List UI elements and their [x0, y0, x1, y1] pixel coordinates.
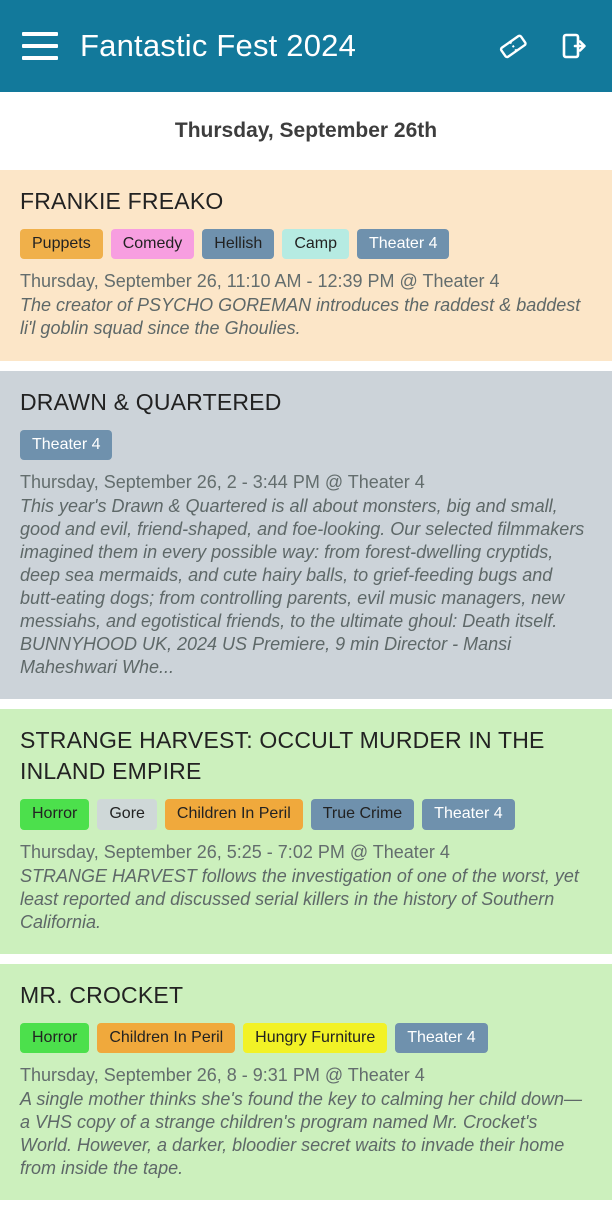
- genre-tag[interactable]: Horror: [20, 799, 89, 829]
- event-tag-row: [20, 1023, 592, 1053]
- event-tag-row: [20, 430, 592, 460]
- event-card[interactable]: [0, 709, 612, 954]
- genre-tag[interactable]: Hellish: [202, 229, 274, 259]
- event-title: FRANKIE FREAKO: [20, 188, 224, 214]
- genre-tag[interactable]: Gore: [97, 799, 157, 829]
- event-description: A single mother thinks she's found the key to calming her child down—a VHS copy of a strange children's program named Mr. Crocket's World. However, a darker, bloodier secret waits to invade their home from inside the tape.: [20, 1089, 583, 1179]
- page-title: Fantastic Fest 2024: [80, 28, 357, 63]
- genre-tag[interactable]: True Crime: [311, 799, 414, 829]
- event-title: MR. CROCKET: [20, 981, 184, 1008]
- event-title: STRANGE HARVEST: OCCULT MURDER IN THE INLAND EMPIRE: [20, 727, 545, 785]
- venue-tag[interactable]: Theater 4: [422, 799, 514, 829]
- genre-tag[interactable]: Comedy: [111, 229, 195, 259]
- venue-tag[interactable]: Theater 4: [357, 229, 449, 259]
- event-tag-row: [20, 799, 592, 829]
- logout-icon[interactable]: [556, 29, 590, 63]
- genre-tag[interactable]: Puppets: [20, 229, 103, 259]
- venue-tag[interactable]: Theater 4: [395, 1023, 487, 1053]
- event-card[interactable]: [0, 371, 612, 700]
- genre-tag[interactable]: Children In Peril: [97, 1023, 235, 1053]
- date-header-label: Thursday, September 26th: [174, 119, 438, 142]
- event-time: Thursday, September 26, 2 - 3:44 PM @ Theater 4: [20, 471, 425, 492]
- event-description: The creator of PSYCHO GOREMAN introduces the raddest & baddest li'l goblin squad since the Ghoulies.: [20, 295, 581, 339]
- event-list: [0, 170, 612, 1200]
- genre-tag[interactable]: Camp: [282, 229, 349, 259]
- event-time: Thursday, September 26, 8 - 9:31 PM @ Theater 4: [20, 1065, 425, 1086]
- genre-tag[interactable]: Hungry Furniture: [243, 1023, 387, 1053]
- ticket-icon[interactable]: [496, 29, 530, 63]
- app-bar-actions: [496, 29, 590, 63]
- event-title: DRAWN & QUARTERED: [20, 388, 282, 415]
- date-header: [0, 92, 612, 170]
- event-time: Thursday, September 26, 5:25 - 7:02 PM @ Theater 4: [20, 841, 450, 862]
- app-bar: [0, 0, 612, 92]
- event-time: Thursday, September 26, 11:10 AM - 12:39 PM @ Theater 4: [20, 271, 500, 292]
- genre-tag[interactable]: Horror: [20, 1023, 89, 1053]
- event-card[interactable]: [0, 964, 612, 1201]
- venue-tag[interactable]: Theater 4: [20, 430, 112, 460]
- event-description: STRANGE HARVEST follows the investigation of one of the worst, yet least reported and discussed serial killers in the history of Southern California.: [20, 865, 579, 932]
- event-card[interactable]: [0, 170, 612, 361]
- genre-tag[interactable]: Children In Peril: [165, 799, 303, 829]
- event-description: This year's Drawn & Quartered is all about monsters, big and small, good and evil, friend-shaped, and foe-looking. Our selected filmmakers imagined them in every possible way: from forest-dwelling cryptids, deep sea mermaids, and cute hairy balls, to grief-feeding bugs and butt-eating dogs; from controlling parents, evil music managers, new messiahs, and egotistical friends, to the ultimate ghoul: Death itself. BUNNYHOOD UK, 2024 US Premiere, 9 min Director - Mansi Maheshwari Whe...: [20, 495, 585, 678]
- event-tag-row: [20, 229, 592, 259]
- hamburger-menu-icon[interactable]: [22, 32, 58, 60]
